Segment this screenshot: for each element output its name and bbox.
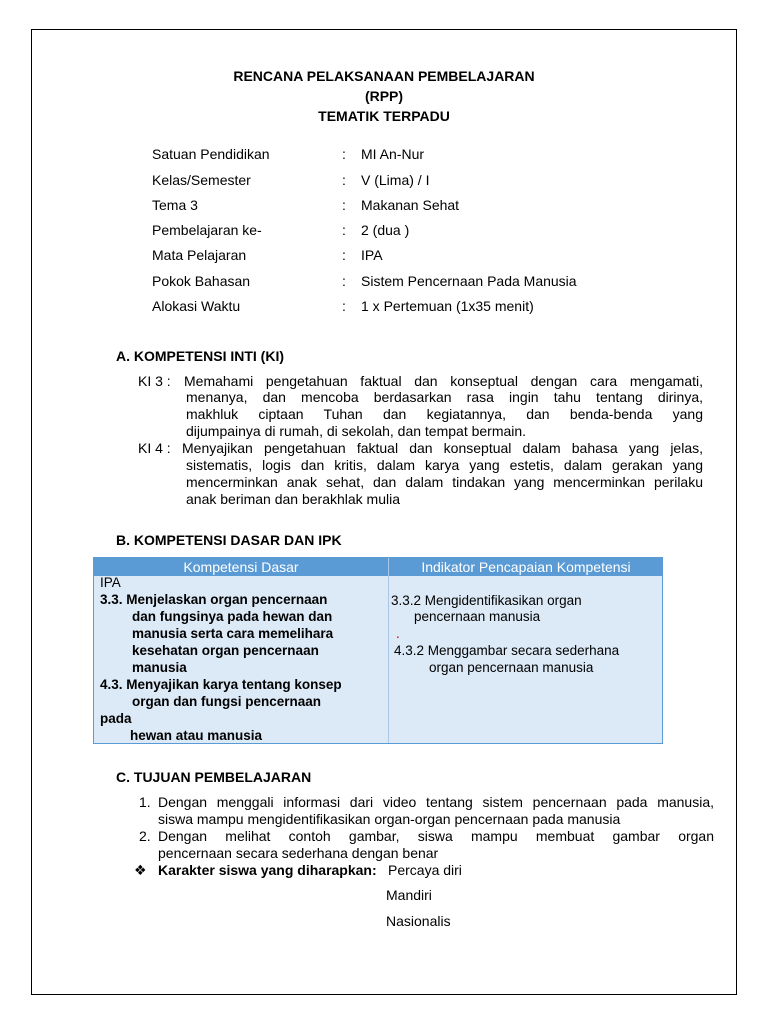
ipk-line: 3.3.2 Mengidentifikasikan organ: [391, 593, 582, 608]
ki3-line: dijumpainya di rumah, di sekolah, dan tempat bermain.: [186, 423, 527, 439]
ki3-line: menanya, dan mencoba berdasarkan rasa ingin tahu tentang dirinya,: [186, 389, 703, 405]
doc-subtitle-rpp: (RPP): [364, 88, 404, 104]
kd-line: dan fungsinya pada hewan dan: [132, 609, 333, 624]
table-header-row: [94, 558, 662, 576]
karakter-label: Karakter siswa yang diharapkan:: [158, 862, 377, 878]
info-colon: :: [342, 146, 346, 162]
ki3-line: Memahami pengetahuan faktual dan konseptual dengan cara mengamati,: [184, 373, 703, 389]
ki4-line: anak beriman dan berakhlak mulia: [186, 491, 401, 507]
section-c-heading: C. TUJUAN PEMBELAJARAN: [116, 769, 312, 785]
kd-ipk-table: [93, 557, 663, 744]
ki4-lead: KI 4 :: [138, 440, 171, 456]
info-label: Pembelajaran ke-: [152, 222, 262, 238]
info-colon: :: [342, 298, 346, 314]
info-label: Pokok Bahasan: [152, 273, 251, 289]
ki3-line: makhluk ciptaan Tuhan dan kegiatannya, dan benda-benda yang: [186, 406, 703, 422]
info-colon: :: [342, 247, 346, 263]
tujuan-line: Dengan melihat contoh gambar, siswa mampu membuat gambar organ: [158, 828, 714, 844]
karakter-value: Percaya diri: [388, 862, 462, 878]
info-colon: :: [342, 222, 346, 238]
col-header-indikator: Indikator Pencapaian Kompetensi: [421, 559, 631, 575]
ki4-line: Menyajikan pengetahuan faktual dan konseptual dalam bahasa yang jelas,: [182, 440, 703, 456]
section-b-heading: B. KOMPETENSI DASAR DAN IPK: [116, 532, 342, 548]
tujuan-line: siswa mampu mengidentifikasikan organ-organ pencernaan pada manusia: [158, 811, 621, 827]
karakter-value: Nasionalis: [386, 913, 451, 929]
diamond-bullet-icon: ❖: [134, 862, 147, 878]
info-value: V (Lima) / I: [361, 172, 430, 188]
info-label: Satuan Pendidikan: [152, 146, 270, 162]
section-a-heading: A. KOMPETENSI INTI (KI): [116, 348, 284, 364]
kd-line: 3.3. Menjelaskan organ pencernaan: [100, 592, 328, 607]
kd-line: IPA: [100, 575, 121, 590]
info-value: IPA: [361, 247, 383, 263]
doc-subtitle-tematik: TEMATIK TERPADU: [318, 108, 450, 124]
column-divider: [388, 558, 389, 743]
info-colon: :: [342, 197, 346, 213]
info-value: Sistem Pencernaan Pada Manusia: [361, 273, 577, 289]
ki4-line: sistematis, logis dan kritis, dalam karya yang estetis, dalam gerakan yang: [186, 457, 703, 473]
kd-line: organ dan fungsi pencernaan: [132, 694, 322, 709]
info-value: 1 x Pertemuan (1x35 menit): [361, 298, 534, 314]
info-label: Kelas/Semester: [152, 172, 251, 188]
info-label: Alokasi Waktu: [152, 298, 241, 314]
doc-title: RENCANA PELAKSANAAN PEMBELAJARAN: [233, 68, 535, 84]
tujuan-number: 1.: [139, 794, 151, 810]
ki4-line: mencerminkan anak sehat, dan dalam tindakan yang mencerminkan perilaku: [186, 474, 703, 490]
info-value: Makanan Sehat: [361, 197, 460, 213]
ipk-line: pencernaan manusia: [414, 609, 541, 624]
kd-line: kesehatan organ pencernaan: [132, 643, 319, 658]
karakter-value: Mandiri: [386, 887, 432, 903]
info-colon: :: [342, 172, 346, 188]
info-colon: :: [342, 273, 346, 289]
kd-line: manusia serta cara memelihara: [132, 626, 334, 641]
col-header-kompetensi-dasar: Kompetensi Dasar: [183, 559, 299, 575]
ipk-line: organ pencernaan manusia: [429, 660, 594, 675]
kd-line: manusia: [132, 660, 187, 675]
ipk-red-dot: .: [396, 626, 400, 641]
kd-line: hewan atau manusia: [130, 728, 263, 743]
ki3-lead: KI 3 :: [138, 373, 171, 389]
tujuan-number: 2.: [139, 828, 151, 844]
info-label: Mata Pelajaran: [152, 247, 247, 263]
kd-line: 4.3. Menyajikan karya tentang konsep: [100, 677, 342, 692]
tujuan-line: Dengan menggali informasi dari video tentang sistem pencernaan pada manusia,: [158, 794, 714, 810]
ipk-line: 4.3.2 Menggambar secara sederhana: [394, 643, 620, 658]
info-label: Tema 3: [152, 197, 198, 213]
tujuan-line: pencernaan secara sederhana dengan benar: [158, 845, 439, 861]
info-value: MI An-Nur: [361, 146, 425, 162]
info-value: 2 (dua ): [361, 222, 410, 238]
kd-line: pada: [100, 711, 132, 726]
